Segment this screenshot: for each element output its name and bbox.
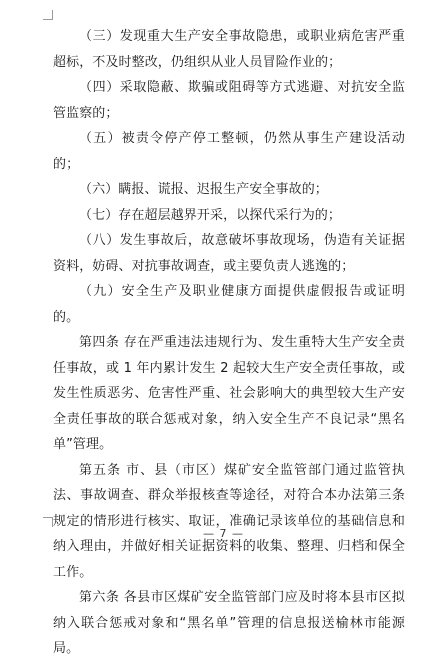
document-body[interactable] — [53, 24, 405, 662]
paragraph-item-5[interactable]: （五）被责令停产停工整顿，仍然从事生产建设活动的； — [53, 131, 405, 172]
paragraph-item-8[interactable]: （八）发生事故后，故意破坏事故现场，伪造有关证据资料，妨碍、对抗事故调查，或主要负责人逃逸的； — [53, 233, 405, 274]
paragraph-item-4[interactable]: （四）采取隐蔽、欺骗或阻碍等方式逃避、对抗安全监管监察的； — [53, 80, 405, 121]
paragraph-item-6[interactable]: （六）瞒报、谎报、迟报生产安全事故的； — [79, 182, 328, 197]
crop-mark-bottom-left — [43, 517, 53, 527]
paragraph-article-6[interactable]: 第六条 各县市区煤矿安全监管部门应及时将本县市区拟纳入联合惩戒对象和“黑名单”管理的信息报送榆林市能源局。 — [53, 590, 405, 656]
paragraph-article-5[interactable]: 第五条 市、县（市区）煤矿安全监管部门通过监管执法、事故调查、群众举报核查等途径，对符合本办法第三条规定的情形进行核实、取证，准确记录该单位的基础信息和纳入理由，并做好相关证据资料的收集、整理、归档和保全工作。 — [53, 462, 405, 580]
page-number: — 7 — — [203, 527, 244, 540]
paragraph-article-4[interactable]: 第四条 存在严重违法违规行为、发生重特大生产安全责任事故，或 1 年内累计发生 2 起较大生产安全责任事故，或发生性质恶劣、危害性严重、社会影响大的典型较大生产安全责任事故的联合惩戒对象，纳入安全生产不良记录“黑名单”管理。 — [53, 335, 405, 452]
paragraph-item-9[interactable]: （九）安全生产及职业健康方面提供虚假报告或证明的。 — [53, 284, 405, 325]
crop-mark-top-left — [43, 10, 53, 20]
paragraph-item-7[interactable]: （七）存在超层越界开采，以探代采行为的； — [79, 207, 342, 223]
paragraph-item-3[interactable]: （三）发现重大生产安全事故隐患，或职业病危害严重超标，不及时整改，仍组织从业人员冒险作业的； — [53, 29, 405, 70]
